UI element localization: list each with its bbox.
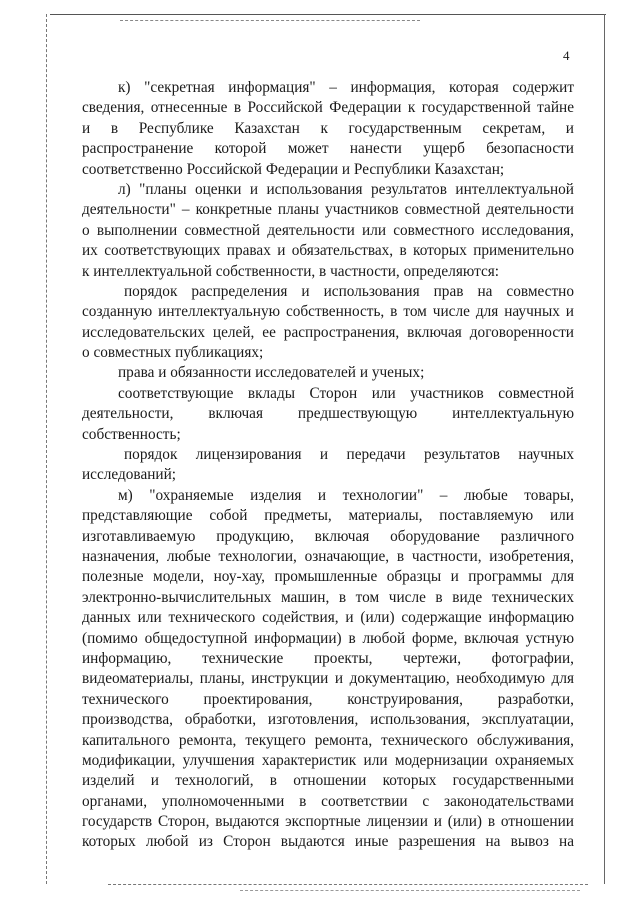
text-line: назначения, любые технологии, означающие, в частности, изобретения, (82, 547, 574, 565)
text-line: распространение которой может нанести ущерб безопасности (82, 140, 574, 158)
scan-border-left (46, 14, 47, 884)
scan-border-right (604, 14, 605, 884)
text-line: о выполнении совместной деятельности или совместного исследования, (82, 221, 574, 239)
scan-border-bottom-faint (240, 890, 580, 891)
text-line: видеоматериалы, планы, инструкции и документацию, необходимую для (82, 670, 574, 688)
text-line: к интеллектуальной собственности, в частности, определяются: (82, 262, 500, 280)
scan-border-top-faint (120, 20, 420, 21)
text-line: м) "охраняемые изделия и технологии" – любые товары, (118, 486, 574, 504)
document-body (82, 78, 574, 853)
text-line: которых любой из Сторон выдаются иные разрешения на вывоз на (82, 833, 574, 851)
text-line: порядок распределения и использования прав на совместно (124, 282, 574, 300)
text-line: изделий и технологий, в отношении которых государственными (82, 772, 574, 790)
text-line: и в Республике Казахстан к государственным секретам, и (82, 119, 574, 137)
text-line: деятельности, включая предшествующую интеллектуальную (82, 405, 574, 423)
text-line: электронно-вычислительных машин, в том числе в виде технических (82, 588, 574, 606)
text-line: исследовательских целей, ее распространения, включая договоренности (82, 323, 574, 341)
text-line: собственность; (82, 425, 181, 443)
text-line: соответственно Российской Федерации и Республики Казахстан; (82, 160, 505, 178)
text-line: модификации, улучшения характеристик или модернизации охраняемых (82, 751, 574, 769)
text-line: производства, обработки, изготовления, использования, эксплуатации, (82, 711, 574, 729)
text-line: порядок лицензирования и передачи результатов научных (124, 446, 574, 464)
text-line: исследований; (82, 466, 177, 484)
text-line: л) "планы оценки и использования результатов интеллектуальной (118, 180, 574, 198)
page-number: 4 (563, 48, 570, 63)
text-line: их соответствующих правах и обязательствах, в которых применительно (82, 242, 574, 260)
text-line: сведения, отнесенные в Российской Федерации к государственной тайне (82, 99, 574, 117)
text-line: созданную интеллектуальную собственность, в том числе для научных и (82, 303, 574, 321)
text-line: соответствующие вклады Сторон или участников совместной (118, 384, 574, 402)
text-line: деятельности" – конкретные планы участников совместной деятельности (82, 201, 574, 219)
text-line: представляющие собой предметы, материалы, поставляемую или (82, 507, 574, 525)
text-line: полезные модели, ноу-хау, промышленные образцы и программы для (82, 568, 574, 586)
text-line: права и обязанности исследователей и ученых; (118, 364, 425, 382)
text-line: к) "секретная информация" – информация, которая содержит (118, 79, 574, 96)
text-line: технического проектирования, конструирования, разработки, (82, 690, 574, 708)
text-line: капитального ремонта, текущего ремонта, технического обслуживания, (82, 731, 574, 749)
text-line: о совместных публикациях; (82, 344, 264, 362)
text-line: данных или технического содействия, и (или) содержащие информацию (82, 609, 574, 627)
text-line: государств Сторон, выдаются экспортные лицензии и (или) в отношении (82, 813, 574, 831)
scan-border-bottom (108, 884, 588, 885)
text-line: органами, уполномоченными в соответствии с законодательствами (82, 792, 574, 810)
scan-border-top (50, 14, 606, 15)
text-line: информацию, технические проекты, чертежи, фотографии, (82, 649, 574, 667)
text-line: (помимо общедоступной информации) в любой форме, включая устную (82, 629, 574, 647)
text-line: изготавливаемую продукцию, включая оборудование различного (82, 527, 574, 545)
